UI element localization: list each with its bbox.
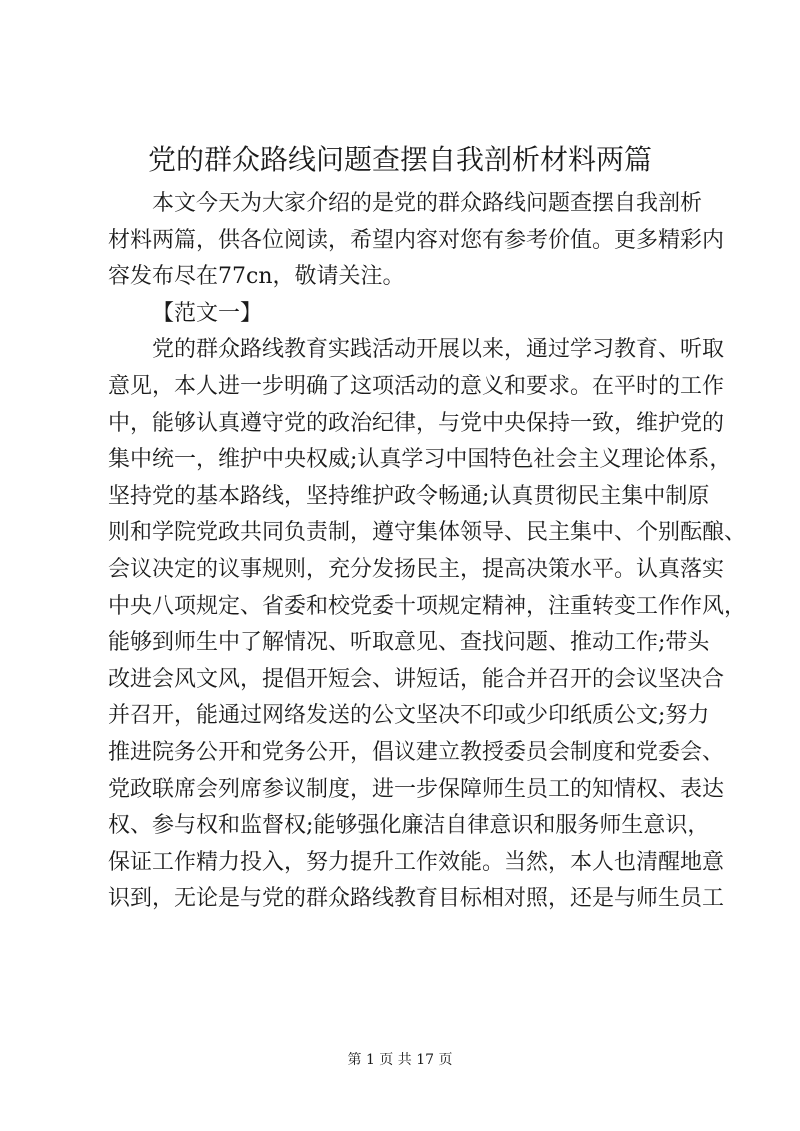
- body-line: 保证工作精力投入，努力提升工作效能。当然，本人也清醒地意: [108, 849, 725, 875]
- body-line: 会议决定的议事规则，充分发扬民主，提高决策水平。认真落实: [108, 556, 725, 582]
- page-number: 第 1 页 共 17 页: [347, 1052, 453, 1068]
- body-line: 中央八项规定、省委和校党委十项规定精神，注重转变工作作风，: [108, 593, 747, 619]
- body-line: 识到，无论是与党的群众路线教育目标相对照，还是与师生员工: [108, 886, 725, 912]
- section-heading: 【范文一】: [152, 300, 263, 326]
- body-line: 并召开，能通过网络发送的公文坚决不印或少印纸质公文;努力: [108, 703, 710, 729]
- body-line: 推进院务公开和党务公开，倡议建立教授委员会制度和党委会、: [108, 739, 725, 765]
- body-line: 则和学院党政共同负责制，遵守集体领导、民主集中、个别酝酿、: [108, 520, 747, 546]
- body-line: 权、参与权和监督权;能够强化廉洁自律意识和服务师生意识，: [108, 813, 710, 839]
- body-line: 容发布尽在77cn，敬请关注。: [108, 264, 405, 290]
- body-line: 材料两篇，供各位阅读，希望内容对您有参考价值。更多精彩内: [108, 227, 725, 253]
- document-title: 党的群众路线问题查摆自我剖析材料两篇: [147, 143, 652, 176]
- body-line: 坚持党的基本路线，坚持维护政令畅通;认真贯彻民主集中制原: [108, 483, 710, 509]
- body-line: 中，能够认真遵守党的政治纪律，与党中央保持一致，维护党的: [108, 410, 725, 436]
- body-line: 本文今天为大家介绍的是党的群众路线问题查摆自我剖析: [152, 191, 703, 216]
- document-body: [108, 186, 747, 918]
- body-line: 改进会风文风，提倡开短会、讲短话，能合并召开的会议坚决合: [108, 666, 725, 692]
- body-line: 党政联席会列席参议制度，进一步保障师生员工的知情权、表达: [108, 776, 725, 802]
- body-line: 意见，本人进一步明确了这项活动的意义和要求。在平时的工作: [108, 373, 725, 399]
- body-line: 党的群众路线教育实践活动开展以来，通过学习教育、听取: [152, 337, 725, 363]
- body-line: 能够到师生中了解情况、听取意见、查找问题、推动工作;带头: [108, 630, 710, 656]
- body-line: 集中统一，维护中央权威;认真学习中国特色社会主义理论体系，: [108, 447, 732, 473]
